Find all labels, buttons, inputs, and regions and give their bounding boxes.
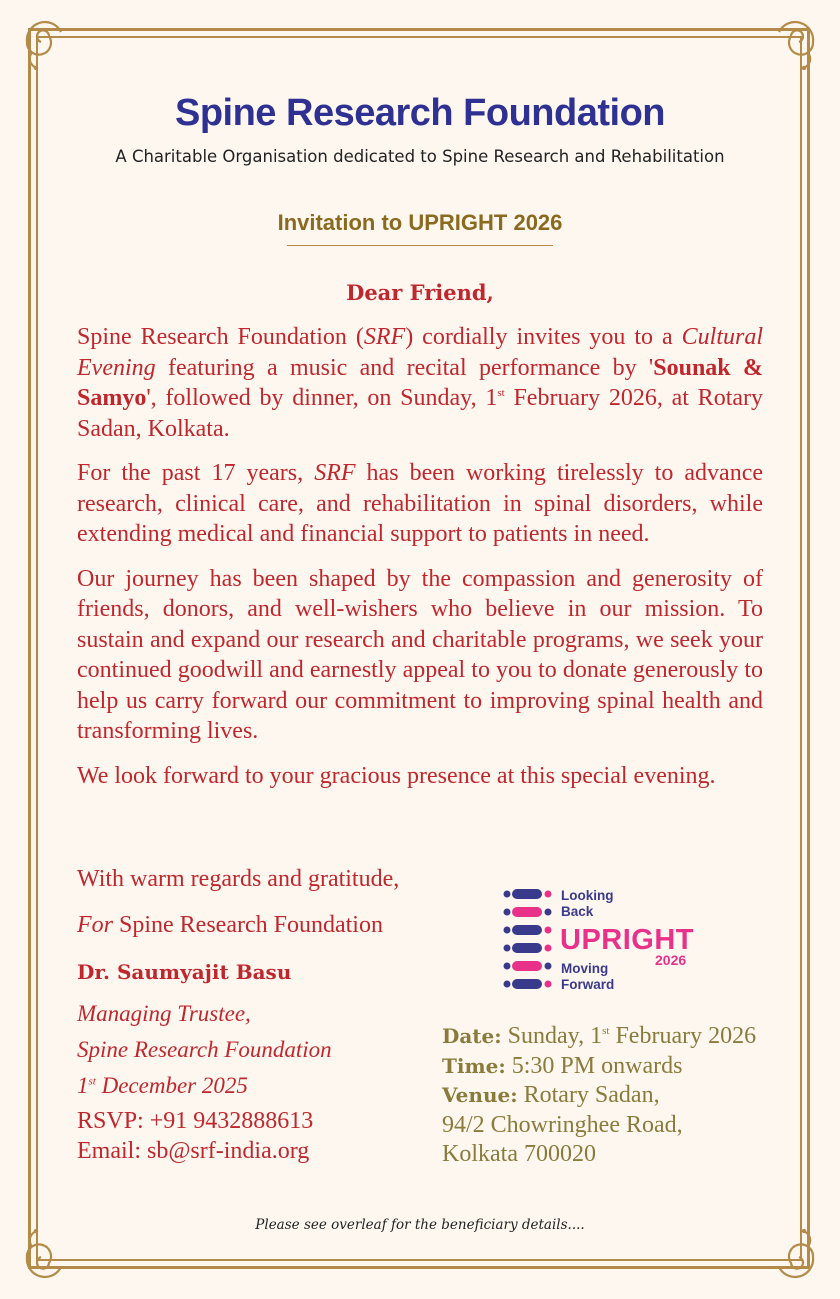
text-run: ) cordially invites you to a xyxy=(405,324,682,350)
logo-forward: Forward xyxy=(561,977,615,992)
for-prefix: For xyxy=(77,912,113,938)
for-org-name: Spine Research Foundation xyxy=(113,912,383,938)
letter-body xyxy=(77,322,763,805)
rsvp-phone: RSVP: +91 9432888613 xyxy=(77,1108,314,1134)
footer-note: Please see overleaf for the beneficiary details.... xyxy=(255,1217,585,1233)
event-venue xyxy=(442,1081,756,1111)
text-run: ', followed by dinner, on Sunday, 1 xyxy=(146,385,498,411)
signer-org: Spine Research Foundation xyxy=(77,1037,332,1062)
rsvp-email[interactable]: Email: sb@srf-india.org xyxy=(77,1138,310,1164)
closing-line: With warm regards and gratitude, xyxy=(77,866,400,892)
logo-upright: UPRIGHT xyxy=(560,924,694,956)
org-tagline: A Charitable Organisation dedicated to Spine Research and Rehabilitation xyxy=(115,147,725,166)
text-run: featuring a music and recital performance by ' xyxy=(155,354,654,381)
text-run: 1 xyxy=(77,1073,89,1098)
corner-flourish-icon xyxy=(12,1229,70,1287)
logo-moving: Moving xyxy=(561,961,609,976)
paragraph-presence: We look forward to your gracious presence at this special evening. xyxy=(77,762,716,789)
signer-title: Managing Trustee, xyxy=(77,1001,251,1026)
date-label: Date: xyxy=(442,1024,502,1048)
corner-flourish-icon xyxy=(770,1229,828,1287)
corner-flourish-icon xyxy=(770,12,828,70)
time-value: 5:30 PM onwards xyxy=(505,1052,683,1079)
ordinal-suffix: st xyxy=(602,1025,610,1037)
salutation: Dear Friend, xyxy=(346,280,494,305)
event-time xyxy=(442,1052,756,1082)
performer-names: Sounak & Samyo xyxy=(77,354,763,411)
text-run: Sunday, 1 xyxy=(501,1023,603,1049)
event-date xyxy=(442,1022,756,1052)
logo-year: 2026 xyxy=(655,952,687,968)
rsvp-block xyxy=(77,1106,313,1166)
text-run: December 2025 xyxy=(95,1073,248,1098)
ordinal-suffix: st xyxy=(88,1075,96,1088)
venue-label: Venue: xyxy=(442,1083,518,1107)
venue-city: Kolkata 700020 xyxy=(442,1141,596,1167)
paragraph-history xyxy=(77,458,763,550)
text-run: Spine Research Foundation ( xyxy=(77,324,364,350)
title-underline xyxy=(287,245,553,246)
logo-back: Back xyxy=(561,904,594,919)
text-run: February 2026 xyxy=(609,1023,757,1049)
spine-vertebrae-icon xyxy=(500,884,556,994)
signer-name: Dr. Saumyajit Basu xyxy=(77,960,292,984)
ordinal-suffix: st xyxy=(497,387,505,399)
text-run: For the past 17 years, xyxy=(77,460,315,486)
text-run: February 2026, at Rotary Sadan, Kolkata. xyxy=(77,385,764,442)
paragraph-appeal: Our journey has been shaped by the compassion and generosity of friends, donors, and well-wishers who believe in our mission. To sustain and expand our research and charitable programs, we seek your continued goodwill and earnestly appeal to you to donate generously to help us carry forward our commitment to improving spinal health and transforming lives. xyxy=(77,565,763,744)
text-run: SRF xyxy=(314,460,356,486)
logo-looking: Looking xyxy=(561,888,614,903)
invitation-title: Invitation to UPRIGHT 2026 xyxy=(277,210,563,235)
time-label: Time: xyxy=(442,1053,506,1078)
corner-flourish-icon xyxy=(12,12,70,70)
paragraph-invite xyxy=(77,322,763,444)
text-run: has been working tirelessly to advance research, clinical care, and rehabilitation in spinal disorders, while extending medical and financial support to patients in need. xyxy=(77,460,763,547)
venue-street: 94/2 Chowringhee Road, xyxy=(442,1111,683,1138)
event-details xyxy=(442,1022,756,1170)
letter-date xyxy=(77,1068,332,1104)
upright-logo xyxy=(500,884,715,994)
for-organisation xyxy=(77,912,383,939)
text-run: SRF xyxy=(363,324,406,350)
signer-role xyxy=(77,996,332,1104)
org-title: Spine Research Foundation xyxy=(174,92,666,134)
venue-name: Rotary Sadan, xyxy=(517,1082,660,1108)
text-run: Cultural Evening xyxy=(77,324,764,381)
